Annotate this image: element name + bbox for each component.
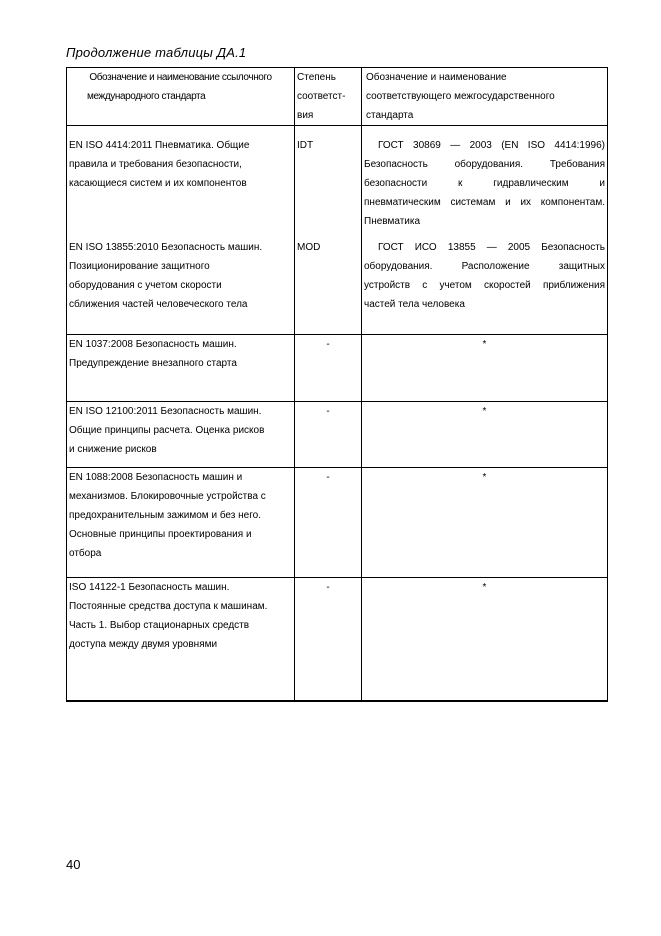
intl-standard-cell: ISO 14122-1 Безопасность машин. Постоянные средства доступа к машинам. Часть 1. Выбор стационарных средств доступа между двумя уровнями bbox=[67, 578, 295, 701]
intl-standard-cell: EN ISO 12100:2011 Безопасность машин. Общие принципы расчета. Оценка рисков и снижение рисков bbox=[67, 402, 295, 468]
standards-table bbox=[66, 67, 608, 702]
table-row bbox=[67, 468, 608, 578]
intl-standard-cell: EN 1037:2008 Безопасность машин. Предупреждение внезапного старта bbox=[67, 335, 295, 402]
table-caption: Продолжение таблицы ДА.1 bbox=[66, 45, 247, 60]
header-intl-standard: Обозначение и наименование ссылочного международного стандарта bbox=[67, 68, 295, 126]
table-row bbox=[67, 126, 608, 238]
header-degree: Степень соответст- вия bbox=[295, 68, 362, 126]
degree-cell: IDT bbox=[295, 126, 362, 238]
table-row bbox=[67, 578, 608, 701]
intl-standard-cell: EN ISO 13855:2010 Безопасность машин. Позиционирование защитного оборудования с учетом скорости сближения частей человеческого тела bbox=[67, 238, 295, 335]
gost-standard-cell: * bbox=[362, 402, 608, 468]
table-row bbox=[67, 238, 608, 335]
intl-standard-cell: EN ISO 4414:2011 Пневматика. Общие правила и требования безопасности, касающиеся систем и их компонентов bbox=[67, 126, 295, 238]
gost-standard-cell: * bbox=[362, 335, 608, 402]
intl-standard-cell: EN 1088:2008 Безопасность машин и механизмов. Блокировочные устройства с предохранительным зажимом и без него. Основные принципы проектирования и отбора bbox=[67, 468, 295, 578]
table-row bbox=[67, 402, 608, 468]
gost-standard-cell: * bbox=[362, 578, 608, 701]
page-number: 40 bbox=[66, 857, 81, 872]
degree-cell: - bbox=[295, 468, 362, 578]
gost-standard-cell: ГОСТ ИСО 13855 — 2005 Безопасность оборудования. Расположение защитных устройств с учетом скоростей приближения частей тела человека bbox=[362, 238, 608, 335]
degree-cell: - bbox=[295, 402, 362, 468]
gost-standard-cell: * bbox=[362, 468, 608, 578]
degree-cell: MOD bbox=[295, 238, 362, 335]
degree-cell: - bbox=[295, 578, 362, 701]
table-row bbox=[67, 335, 608, 402]
table-header-row bbox=[67, 68, 608, 126]
degree-cell: - bbox=[295, 335, 362, 402]
gost-standard-cell: ГОСТ 30869 — 2003 (EN ISO 4414:1996) Безопасность оборудования. Требования безопасности к гидравлическим и пневматическим системам и их компонентам. Пневматика bbox=[362, 126, 608, 238]
header-gost-standard: Обозначение и наименование соответствующего межгосударственного стандарта bbox=[362, 68, 608, 126]
